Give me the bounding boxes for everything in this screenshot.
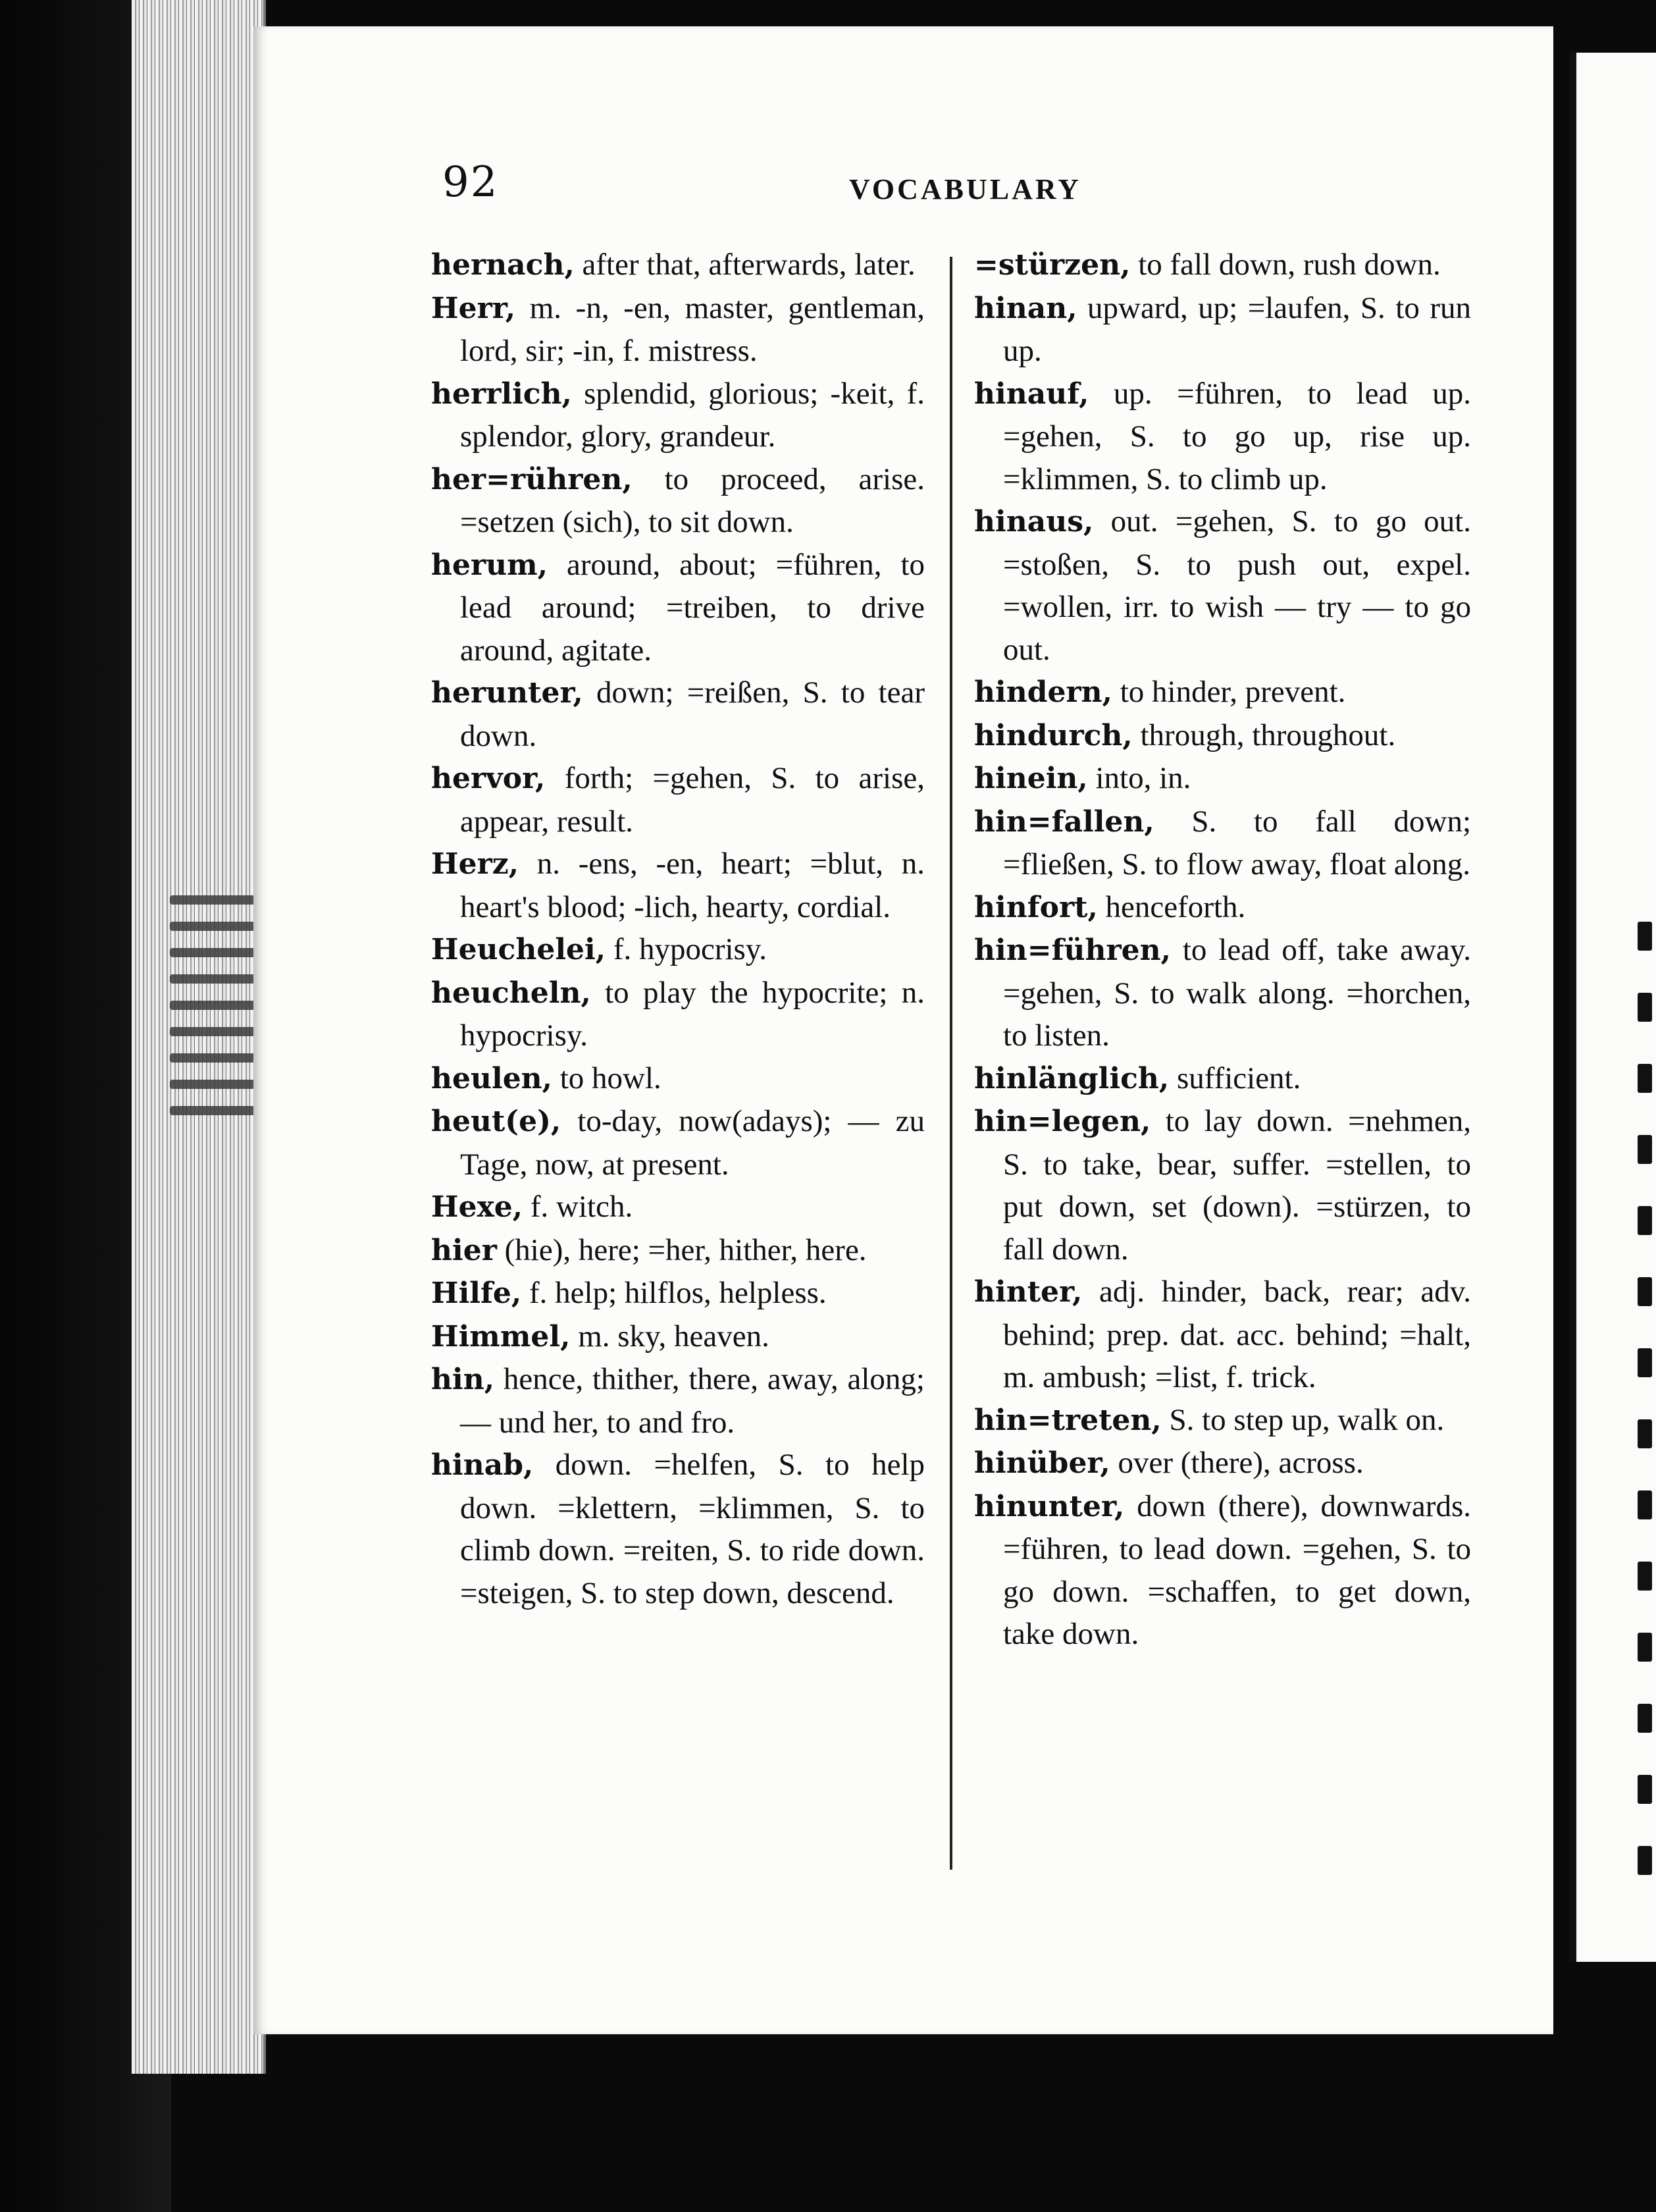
definition: upward, up; =laufen, S. to run up. — [1003, 290, 1471, 368]
definition: to lay down. =nehmen, S. to take, bear, suffer. =stellen, to put down, set (down). =stürzen, to fall down. — [1003, 1104, 1471, 1267]
headword: hinfort, — [974, 890, 1098, 924]
definition: sufficient. — [1169, 1061, 1301, 1095]
dictionary-entry — [431, 757, 925, 843]
dictionary-entry — [974, 244, 1471, 287]
dictionary-entry — [431, 244, 925, 287]
definition: down. =helfen, S. to help down. =klettern, =klimmen, S. to climb down. =reiten, S. to ride down. =steigen, S. to step down, descend. — [460, 1448, 925, 1610]
headword: Hexe, — [431, 1190, 523, 1224]
definition: into, in. — [1087, 761, 1191, 795]
definition: to hinder, prevent. — [1112, 675, 1346, 709]
dictionary-entry — [431, 1272, 925, 1315]
dictionary-entry — [974, 801, 1471, 886]
edge-ink-marks — [170, 895, 255, 1146]
dictionary-entry — [974, 1485, 1471, 1656]
dictionary-entry — [974, 886, 1471, 930]
headword: Herz, — [431, 847, 519, 881]
definition: m. -n, -en, master, gentleman, lord, sir; -in, f. mistress. — [460, 290, 925, 368]
dictionary-entry — [431, 672, 925, 757]
definition: to play the hypocrite; n. hypocrisy. — [460, 975, 925, 1053]
headword: herum, — [431, 548, 548, 582]
dictionary-entry — [431, 1100, 925, 1186]
headword: hinunter, — [974, 1489, 1125, 1523]
dictionary-entry — [431, 1229, 925, 1273]
left-column — [431, 244, 925, 1614]
dictionary-entry — [974, 1057, 1471, 1101]
headword: hinauf, — [974, 377, 1089, 411]
dictionary-entry — [431, 1057, 925, 1101]
dictionary-entry — [974, 373, 1471, 501]
facing-page-text-fragments — [1638, 922, 1656, 1909]
headword: hernach, — [431, 248, 575, 282]
definition: adj. hinder, back, rear; adv. behind; prep. dat. acc. behind; =halt, m. ambush; =list, f. trick. — [1003, 1275, 1471, 1394]
definition: down; =reißen, S. to tear down. — [460, 675, 925, 753]
definition: to fall down, rush down. — [1130, 248, 1441, 282]
definition: f. help; hilflos, helpless. — [521, 1276, 827, 1310]
dictionary-entry — [974, 1442, 1471, 1485]
headword: herunter, — [431, 676, 583, 710]
definition: to howl. — [552, 1061, 661, 1095]
headword: hinüber, — [974, 1446, 1110, 1480]
headword: hin=führen, — [974, 934, 1171, 967]
right-column — [974, 244, 1471, 1656]
headword: hervor, — [431, 762, 546, 795]
headword: hin=fallen, — [974, 804, 1154, 839]
headword: hinaus, — [974, 505, 1094, 539]
column-divider — [950, 257, 952, 1870]
dictionary-entry — [974, 1100, 1471, 1271]
definition: m. sky, heaven. — [570, 1319, 769, 1354]
headword: hin=treten, — [974, 1403, 1162, 1437]
definition: f. witch. — [523, 1190, 633, 1224]
dictionary-entry — [431, 843, 925, 928]
definition: S. to fall down; =fließen, S. to flow away, float along. — [1003, 804, 1471, 882]
dictionary-entry — [431, 544, 925, 672]
headword: herrlich, — [431, 377, 572, 411]
dictionary-entry — [974, 1271, 1471, 1399]
dictionary-entry — [431, 1315, 925, 1359]
headword: hinlänglich, — [974, 1061, 1170, 1095]
dictionary-entry — [974, 287, 1471, 373]
headword: Himmel, — [431, 1319, 571, 1354]
headword: hindern, — [974, 675, 1112, 709]
definition: forth; =gehen, S. to arise, appear, result. — [460, 761, 925, 839]
running-head: VOCABULARY — [849, 173, 1081, 205]
dictionary-entry — [431, 458, 925, 544]
dictionary-entry — [431, 1186, 925, 1229]
headword: hinab, — [431, 1448, 534, 1482]
definition: n. -ens, -en, heart; =blut, n. heart's blood; -lich, hearty, cordial. — [460, 847, 925, 924]
headword: her=rühren, — [431, 462, 633, 496]
dictionary-entry — [431, 1358, 925, 1444]
definition: after that, afterwards, later. — [574, 248, 916, 282]
headword: hindurch, — [974, 718, 1133, 752]
headword: hinan, — [974, 291, 1077, 325]
definition: around, about; =führen, to lead around; =treiben, to drive around, agitate. — [460, 547, 925, 668]
headword: hin, — [431, 1363, 495, 1396]
definition: up. =führen, to lead up. =gehen, S. to go up, rise up. =klimmen, S. to climb up. — [1003, 376, 1471, 496]
page-number: 92 — [442, 158, 499, 207]
headword: hier — [431, 1233, 497, 1267]
definition: hence, thither, there, away, along; — und her, to and fro. — [460, 1362, 925, 1440]
dictionary-entry — [431, 1444, 925, 1614]
definition: henceforth. — [1097, 889, 1246, 924]
dictionary-entry — [431, 373, 925, 458]
dictionary-entry — [974, 714, 1471, 758]
headword: Herr, — [431, 291, 516, 325]
definition: (hie), here; =her, hither, here. — [496, 1232, 867, 1267]
definition: to-day, now(adays); — zu Tage, now, at present. — [460, 1104, 925, 1182]
dictionary-entry — [431, 972, 925, 1057]
dictionary-entry — [431, 287, 925, 373]
headword: =stürzen, — [974, 248, 1131, 282]
definition: f. hypocrisy. — [606, 932, 767, 966]
headword: heulen, — [431, 1061, 552, 1095]
definition: through, throughout. — [1132, 718, 1396, 752]
dictionary-entry — [974, 1399, 1471, 1442]
dictionary-entry — [974, 671, 1471, 714]
dictionary-entry — [431, 928, 925, 972]
headword: hin=legen, — [974, 1105, 1151, 1138]
definition: splendid, glorious; -keit, f. splendor, glory, grandeur. — [460, 376, 925, 454]
definition: down (there), downwards. =führen, to lead down. =gehen, S. to go down. =schaffen, to get down, take down. — [1003, 1488, 1471, 1651]
dictionary-entry — [974, 757, 1471, 801]
headword: Heuchelei, — [431, 933, 606, 966]
definition: S. to step up, walk on. — [1161, 1402, 1445, 1437]
definition: over (there), across. — [1110, 1446, 1364, 1480]
headword: Hilfe, — [431, 1277, 522, 1310]
headword: heut(e), — [431, 1105, 561, 1138]
headword: heucheln, — [431, 976, 591, 1010]
definition: to proceed, arise. =setzen (sich), to sit down. — [460, 461, 925, 539]
dictionary-entry — [974, 929, 1471, 1057]
dictionary-entry — [974, 500, 1471, 671]
headword: hinein, — [974, 762, 1088, 795]
definition: out. =gehen, S. to go out. =stoßen, S. to push out, expel. =wollen, irr. to wish — try — to go out. — [1003, 504, 1471, 667]
definition: to lead off, take away. =gehen, S. to walk along. =horchen, to listen. — [1003, 933, 1471, 1053]
headword: hinter, — [974, 1275, 1083, 1309]
